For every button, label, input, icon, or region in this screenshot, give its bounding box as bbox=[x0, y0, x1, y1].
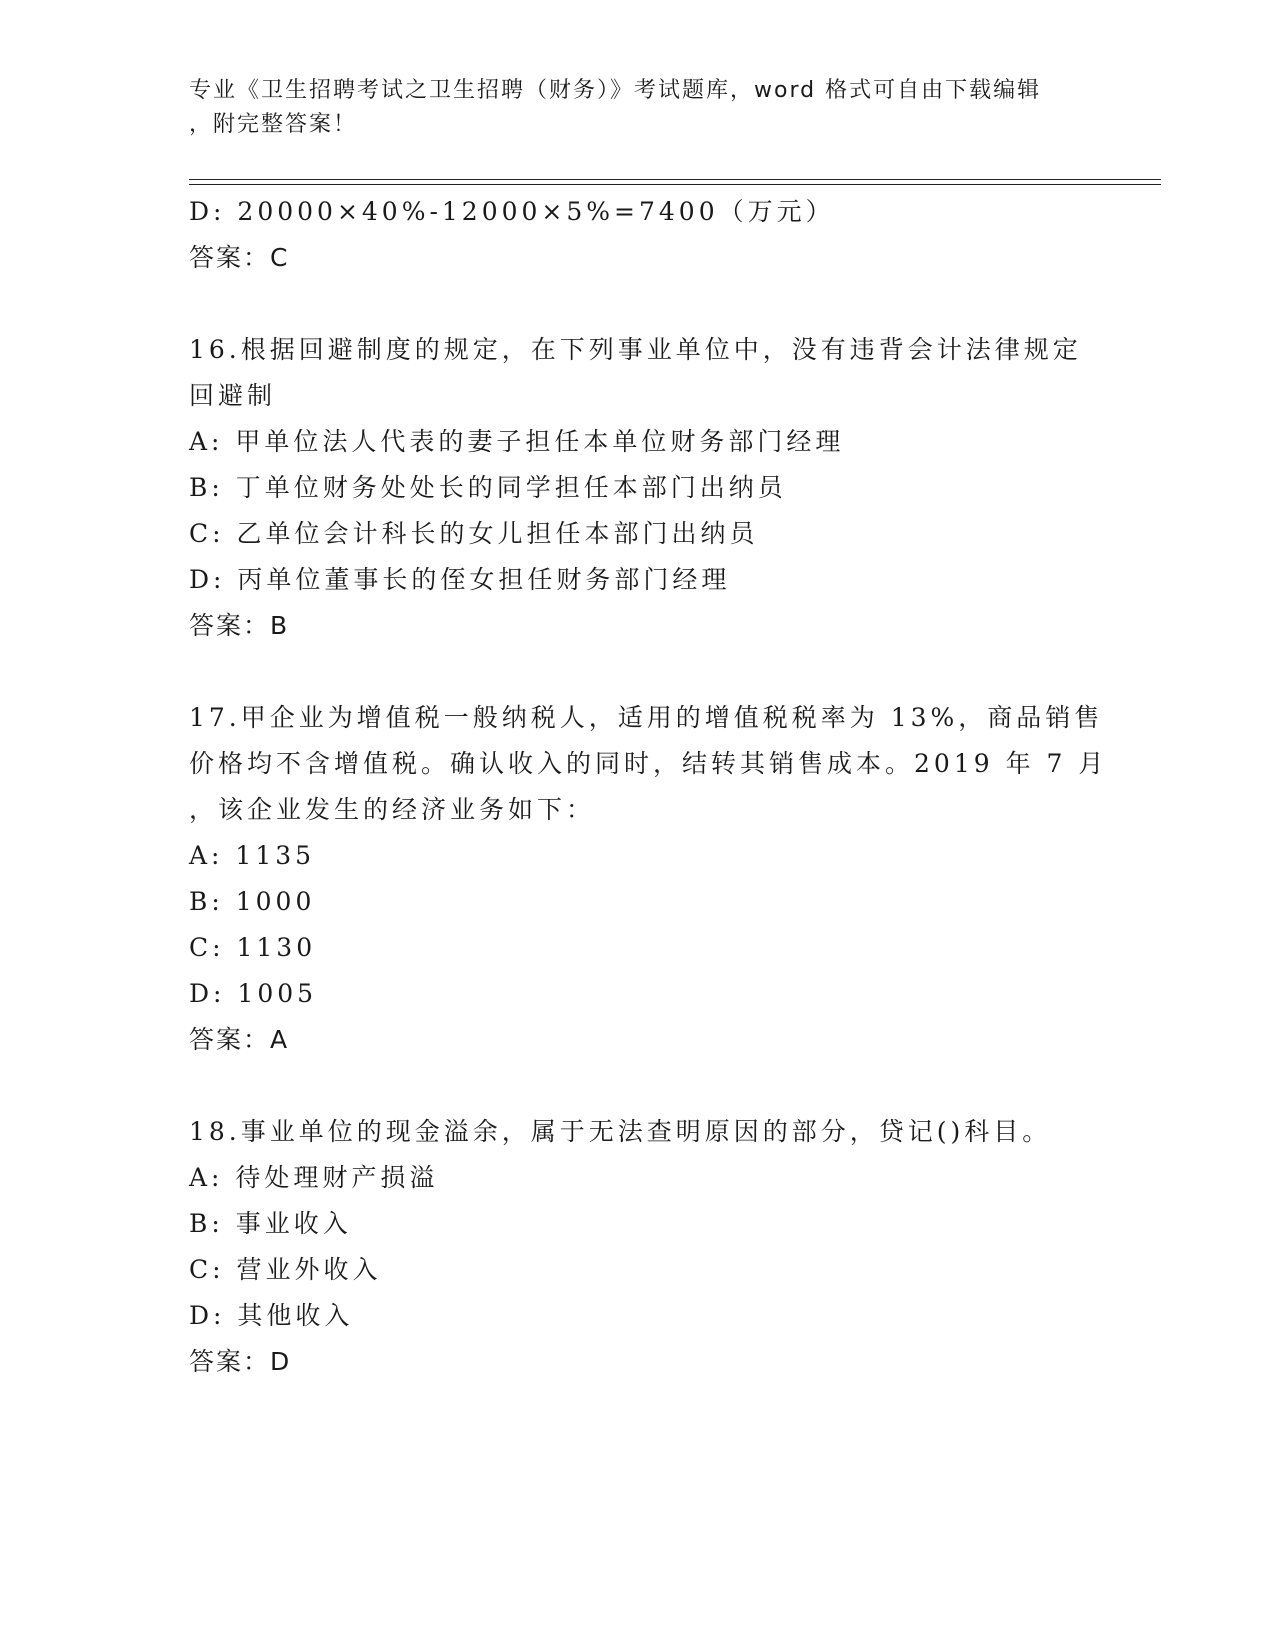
spacer bbox=[189, 1063, 1149, 1109]
question-16 bbox=[189, 327, 1149, 649]
document-header bbox=[189, 74, 1089, 142]
question-stem: 17.甲企业为增值税一般纳税人，适用的增值税税率为 13%，商品销售 bbox=[189, 703, 1104, 732]
option-c: C: 营业外收入 bbox=[189, 1255, 382, 1284]
header-divider-bottom bbox=[189, 184, 1161, 185]
answer-label: 答案：B bbox=[189, 611, 290, 640]
header-line-2: ，附完整答案！ bbox=[189, 112, 358, 137]
option-c: C: 1130 bbox=[189, 933, 317, 962]
option-b: B: 事业收入 bbox=[189, 1209, 352, 1238]
question-list bbox=[189, 189, 1149, 1385]
header-divider-top bbox=[189, 179, 1161, 180]
spacer bbox=[189, 281, 1149, 327]
question-18 bbox=[189, 1109, 1149, 1385]
option-b: B: 丁单位财务处处长的同学担任本部门出纳员 bbox=[189, 473, 787, 502]
question-15-tail bbox=[189, 189, 1149, 281]
option-c: C: 乙单位会计科长的女儿担任本部门出纳员 bbox=[189, 519, 759, 548]
option-a: A: 1135 bbox=[189, 841, 316, 870]
question-stem-continued: ，该企业发生的经济业务如下： bbox=[189, 795, 596, 824]
question-17 bbox=[189, 695, 1149, 1063]
answer-label: 答案：D bbox=[189, 1347, 292, 1376]
option-a: A: 甲单位法人代表的妻子担任本单位财务部门经理 bbox=[189, 427, 845, 456]
header-line-1: 专业《卫生招聘考试之卫生招聘（财务）》考试题库，word 格式可自由下载编辑 bbox=[189, 78, 1042, 103]
answer-label: 答案：C bbox=[189, 243, 290, 272]
question-stem: 18.事业单位的现金溢余，属于无法查明原因的部分，贷记()科目。 bbox=[189, 1117, 1052, 1146]
option-d: D: 1005 bbox=[189, 979, 318, 1008]
question-stem: 16.根据回避制度的规定，在下列事业单位中，没有违背会计法律规定 bbox=[189, 335, 1082, 364]
spacer bbox=[189, 649, 1149, 695]
option-a: A: 待处理财产损溢 bbox=[189, 1163, 439, 1192]
option-d: D: 其他收入 bbox=[189, 1301, 354, 1330]
option-d: D: 20000×40%-12000×5%=7400（万元） bbox=[189, 197, 835, 226]
option-d: D: 丙单位董事长的侄女担任财务部门经理 bbox=[189, 565, 731, 594]
answer-label: 答案：A bbox=[189, 1025, 290, 1054]
option-b: B: 1000 bbox=[189, 887, 316, 916]
question-stem-continued: 价格均不含增值税。确认收入的同时，结转其销售成本。2019 年 7 月 bbox=[189, 749, 1108, 778]
question-stem-continued: 回避制 bbox=[189, 381, 277, 410]
